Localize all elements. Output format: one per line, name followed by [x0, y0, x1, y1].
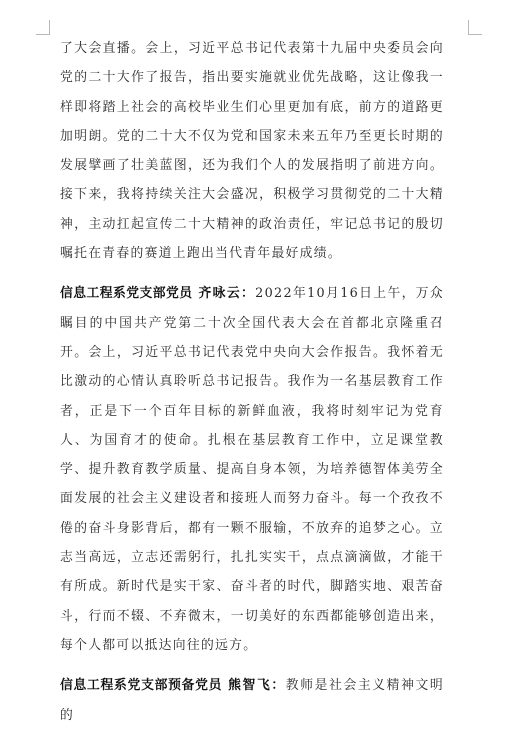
- paragraph-text: 了大会直播。会上，习近平总书记代表第十九届中央委员会向党的二十大作了报告，指出要实施就业优先战略，这让像我一样即将踏上社会的高校毕业生们心里更加有底，前方的道路更加明朗。党的二十大不仅为党和国家未来五年乃至更长时期的发展擘画了壮美蓝图，还为我们个人的发展指明了前进方向。接下来，我将持续关注大会盛况，积极学习贯彻党的二十大精神，主动扛起宣传二十大精神的政治责任，牢记总书记的殷切嘱托在青春的赛道上跑出当代青年最好成绩。: [60, 41, 444, 262]
- crop-mark-top-left: [36, 34, 50, 35]
- crop-mark-top-right: [468, 20, 469, 35]
- speaker-name: 齐咏云：: [198, 286, 256, 302]
- paragraph-text: 教师是社会主义精神文明的: [60, 678, 444, 723]
- crop-mark-top-left: [49, 20, 50, 35]
- document-body: [60, 34, 444, 730]
- paragraph-speaker-qi: [60, 279, 444, 660]
- paragraph-speaker-xiong: [60, 671, 444, 730]
- speaker-name: 熊智飞：: [228, 678, 286, 694]
- paragraph-text: 2022年10月16日上午，万众瞩目的中国共产党第二十次全国代表大会在首都北京隆重召开。会上，习近平总书记代表党中央向大会作报告。我怀着无比激动的心情认真聆听总书记报告。我作为一名基层教育工作者，正是下一个百年目标的新鲜血液，我将时刻牢记为党育人、为国育才的使命。扎根在基层教育工作中，立足课堂教学、提升教育教学质量、提高自身本领，为培养德智体美劳全面发展的社会主义建设者和接班人而努力奋斗。每一个孜孜不倦的奋斗身影背后，都有一颗不服输，不放弃的追梦之心。立志当高远，立志还需躬行，扎扎实实干，点点滴滴做，才能干有所成。新时代是实干家、奋斗者的时代，脚踏实地、艰苦奋斗，行而不辍、不弃微末，一切美好的东西都能够创造出来，每个人都可以抵达向往的远方。: [60, 286, 445, 653]
- crop-mark-top-right: [468, 34, 482, 35]
- speaker-affiliation: 信息工程系党支部党员: [60, 286, 193, 302]
- paragraph-continuation: [60, 34, 444, 268]
- speaker-affiliation: 信息工程系党支部预备党员: [60, 678, 223, 694]
